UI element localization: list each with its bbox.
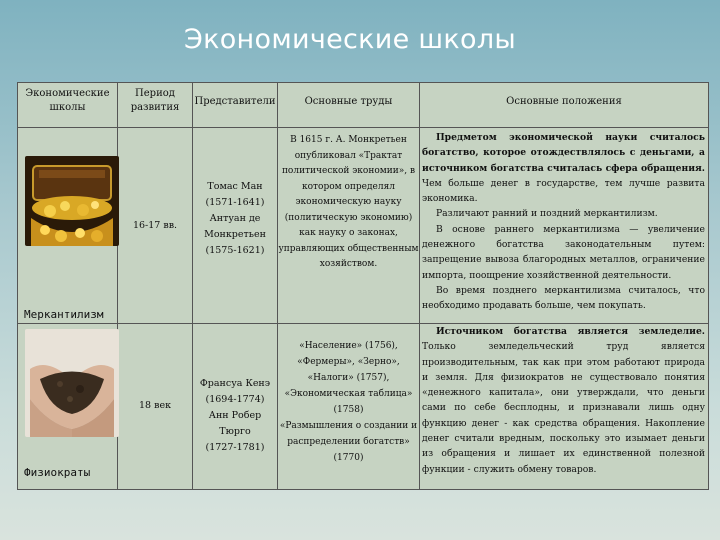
representatives-list: Франсуа Кенэ (1694-1774) Анн Робер Тюрго (1727-1781) — [199, 378, 271, 453]
period-text: 18 век — [138, 400, 172, 411]
period-text: 16-17 вв. — [132, 220, 178, 231]
works-cell — [278, 324, 420, 490]
schools-table — [17, 82, 709, 490]
representatives-cell — [193, 324, 278, 490]
header-representatives: Представители — [193, 83, 278, 128]
table-header-row — [18, 83, 709, 128]
gold-treasure-chest-image — [25, 156, 119, 246]
representatives-list: Томас Ман (1571-1641) Антуан де Монкретьен (1575-1621) — [204, 181, 266, 256]
table-row — [18, 128, 709, 324]
period-cell — [118, 128, 193, 324]
works-text: «Население» (1756), «Фермеры», «Зерно», «Налоги» (1757), «Экономическая таблица» (1758) «Размышления о создании и распределении богатств» (1770) — [279, 341, 418, 463]
provisions-cell — [420, 324, 709, 490]
header-period: Период развития — [118, 83, 193, 128]
works-text: В 1615 г. А. Монкретьен опубликовал «Трактат политической экономии», в котором определял экономическую науку (политическую экономию) как науку о законах, управляющих общественным хозяйством. — [278, 135, 419, 269]
table-row — [18, 324, 709, 490]
header-provisions: Основные положения — [420, 83, 709, 128]
representatives-cell — [193, 128, 278, 324]
school-cell — [18, 324, 118, 490]
school-name: Меркантилизм — [24, 308, 104, 321]
provisions-text: Источником богатства является земледелие. Только земледельческий труд является производительным, так как при этом работают природа и земля. Для физиократов не существовало понятия «денежного капитала», они утверждали, что деньги сами по себе бесплодны, и признавали лишь одну функцию денег - как средства обращения. Накопление денег считали вредным, поскольку это изымает деньги из обращения и лишает их единственной полезной функции - служить обмену товаров. — [422, 326, 705, 475]
period-cell — [118, 324, 193, 490]
header-works: Основные труды — [278, 83, 420, 128]
header-school: Экономические школы — [18, 83, 118, 128]
provisions-cell — [420, 128, 709, 324]
slide-title: Экономические школы — [183, 24, 517, 55]
hands-holding-soil-image — [25, 329, 119, 437]
school-name: Физиократы — [24, 466, 91, 479]
school-cell — [18, 128, 118, 324]
provisions-text: Предметом экономической науки считалось богатство, которое отождествлялось с деньгами, а источником богатства считалась сфера обращения. Чем больше денег в государстве, тем лучше развита экономика. Различают ранний и поздний меркантилизм. В основе раннего меркантилизма — увеличение денежного богатства законодательным путем: запрещение вывоза благородных металлов, ограничение импорта, поощрение хозяйственной деятельности. Во время позднего меркантилизма считалось, что необходимо продавать больше, чем покупать. — [422, 132, 705, 312]
works-cell — [278, 128, 420, 324]
